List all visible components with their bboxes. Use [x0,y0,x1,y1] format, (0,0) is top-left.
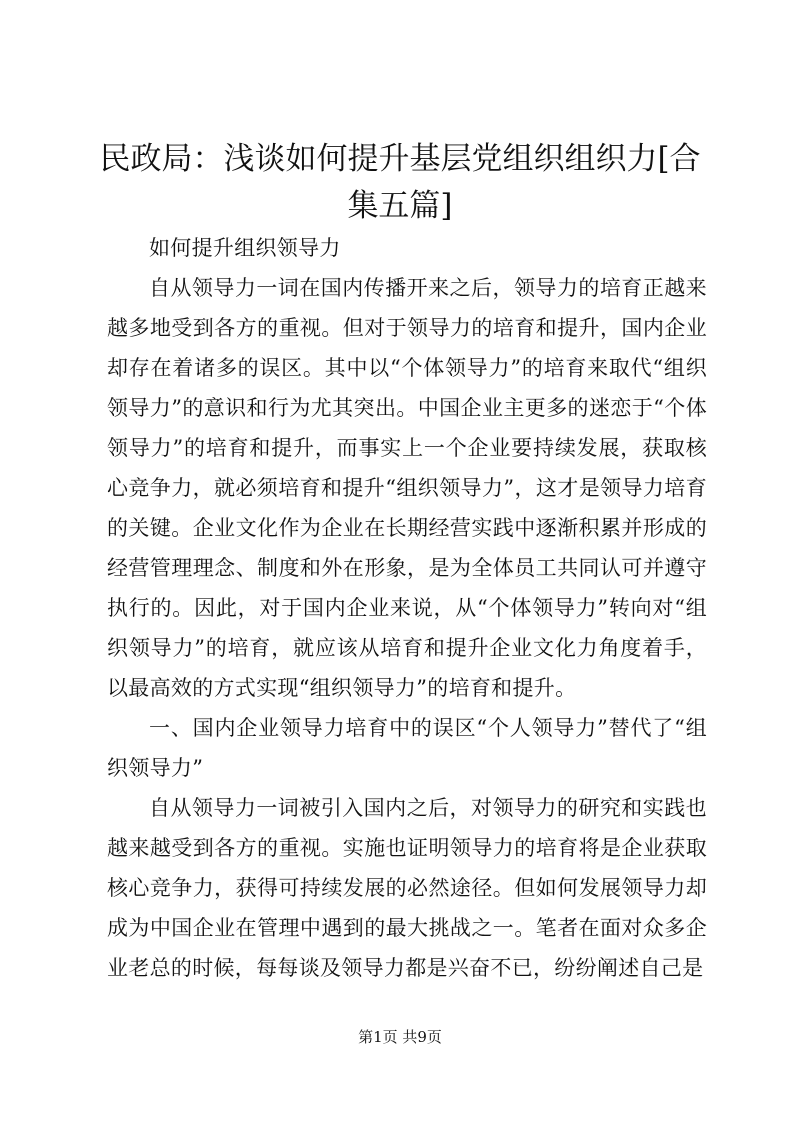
page-number: 第1页 共9页 [358,1028,442,1046]
paragraph: 自从领导力一词被引入国内之后，对领导力的研究和实践也越来越受到各方的重视。实施也证明领导力的培育将是企业获取核心竞争力，获得可持续发展的必然途径。但如何发展领导力却成为中国企业在管理中遇到的最大挑战之一。笔者在面对众多企业老总的时候，每每谈及领导力都是兴奋不已，纷纷阐述自己是 [107,796,707,980]
document-body [107,228,707,988]
paragraph: 自从领导力一词在国内传播开来之后，领导力的培育正越来越多地受到各方的重视。但对于领导力的培育和提升，国内企业却存在着诸多的误区。其中以“个体领导力”的培育来取代“组织领导力”的意识和行为尤其突出。中国企业主更多的迷恋于“个体领导力”的培育和提升，而事实上一个企业要持续发展，获取核心竞争力，就必须培育和提升“组织领导力”，这才是领导力培育的关键。企业文化作为企业在长期经营实践中逐渐积累并形成的经营管理理念、制度和外在形象，是为全体员工共同认可并遵守执行的。因此，对于国内企业来说，从“个体领导力”转向对“组织领导力”的培育，就应该从培育和提升企业文化力角度着手，以最高效的方式实现“组织领导力”的培育和提升。 [107,276,707,700]
paragraph: 一、国内企业领导力培育中的误区“个人领导力”替代了“组织领导力” [107,716,707,780]
paragraph: 如何提升组织领导力 [149,236,341,260]
document-title: 民政局：浅谈如何提升基层党组织组织力[合集五篇] [99,141,701,224]
